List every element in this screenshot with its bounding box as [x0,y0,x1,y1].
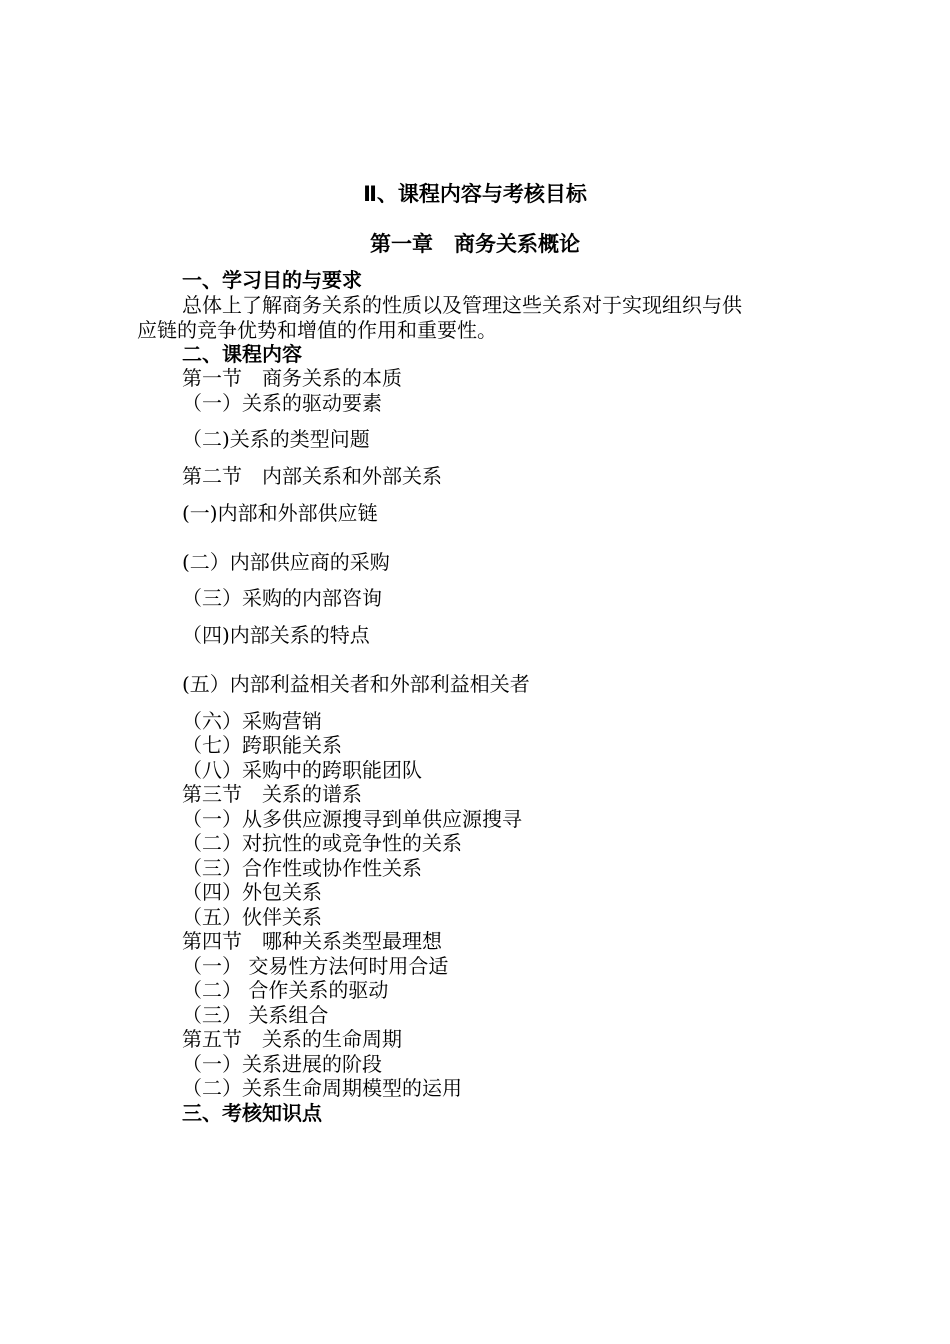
content-line: （一）关系的驱动要素 [182,391,382,415]
section-heading-knowledge-points: 三、考核知识点 [182,1101,322,1125]
content-line: （一）关系进展的阶段 [182,1052,382,1076]
content-line: （二)关系的类型问题 [182,427,370,451]
content-line: 第四节 哪种关系类型最理想 [182,929,442,953]
content-line: （三）合作性或协作性关系 [182,856,422,880]
content-line: （二）对抗性的或竞争性的关系 [182,831,462,855]
content-line: （七）跨职能关系 [182,733,342,757]
section-heading-content: 二、课程内容 [182,342,302,366]
content-line: （一） 交易性方法何时用合适 [182,954,449,978]
content-line: （二）关系生命周期模型的运用 [182,1076,462,1100]
content-line: (一)内部和外部供应链 [182,501,378,525]
content-line: （八）采购中的跨职能团队 [182,758,422,782]
content-line: 第五节 关系的生命周期 [182,1027,402,1051]
content-line: (二）内部供应商的采购 [182,550,390,574]
chapter-title: 第一章 商务关系概论 [370,232,580,256]
content-line: （一）从多供应源搜寻到单供应源搜寻 [182,807,522,831]
content-line: （三）采购的内部咨询 [182,586,382,610]
content-line: （四）外包关系 [182,880,322,904]
content-line: （六）采购营销 [182,709,322,733]
content-line: （二） 合作关系的驱动 [182,978,389,1002]
objectives-paragraph-line-2: 应链的竞争优势和增值的作用和重要性。 [137,318,497,342]
content-line: 第三节 关系的谱系 [182,782,362,806]
section-heading-objectives: 一、学习目的与要求 [182,268,362,292]
content-line: 第一节 商务关系的本质 [182,366,402,390]
content-line: （五）伙伴关系 [182,905,322,929]
content-line: 第二节 内部关系和外部关系 [182,464,442,488]
content-line: (五）内部利益相关者和外部利益相关者 [182,672,530,696]
content-line: （四)内部关系的特点 [182,623,370,647]
objectives-paragraph-line-1: 总体上了解商务关系的性质以及管理这些关系对于实现组织与供 [182,293,742,317]
document-title: Ⅱ、课程内容与考核目标 [363,182,587,206]
content-line: （三） 关系组合 [182,1003,329,1027]
